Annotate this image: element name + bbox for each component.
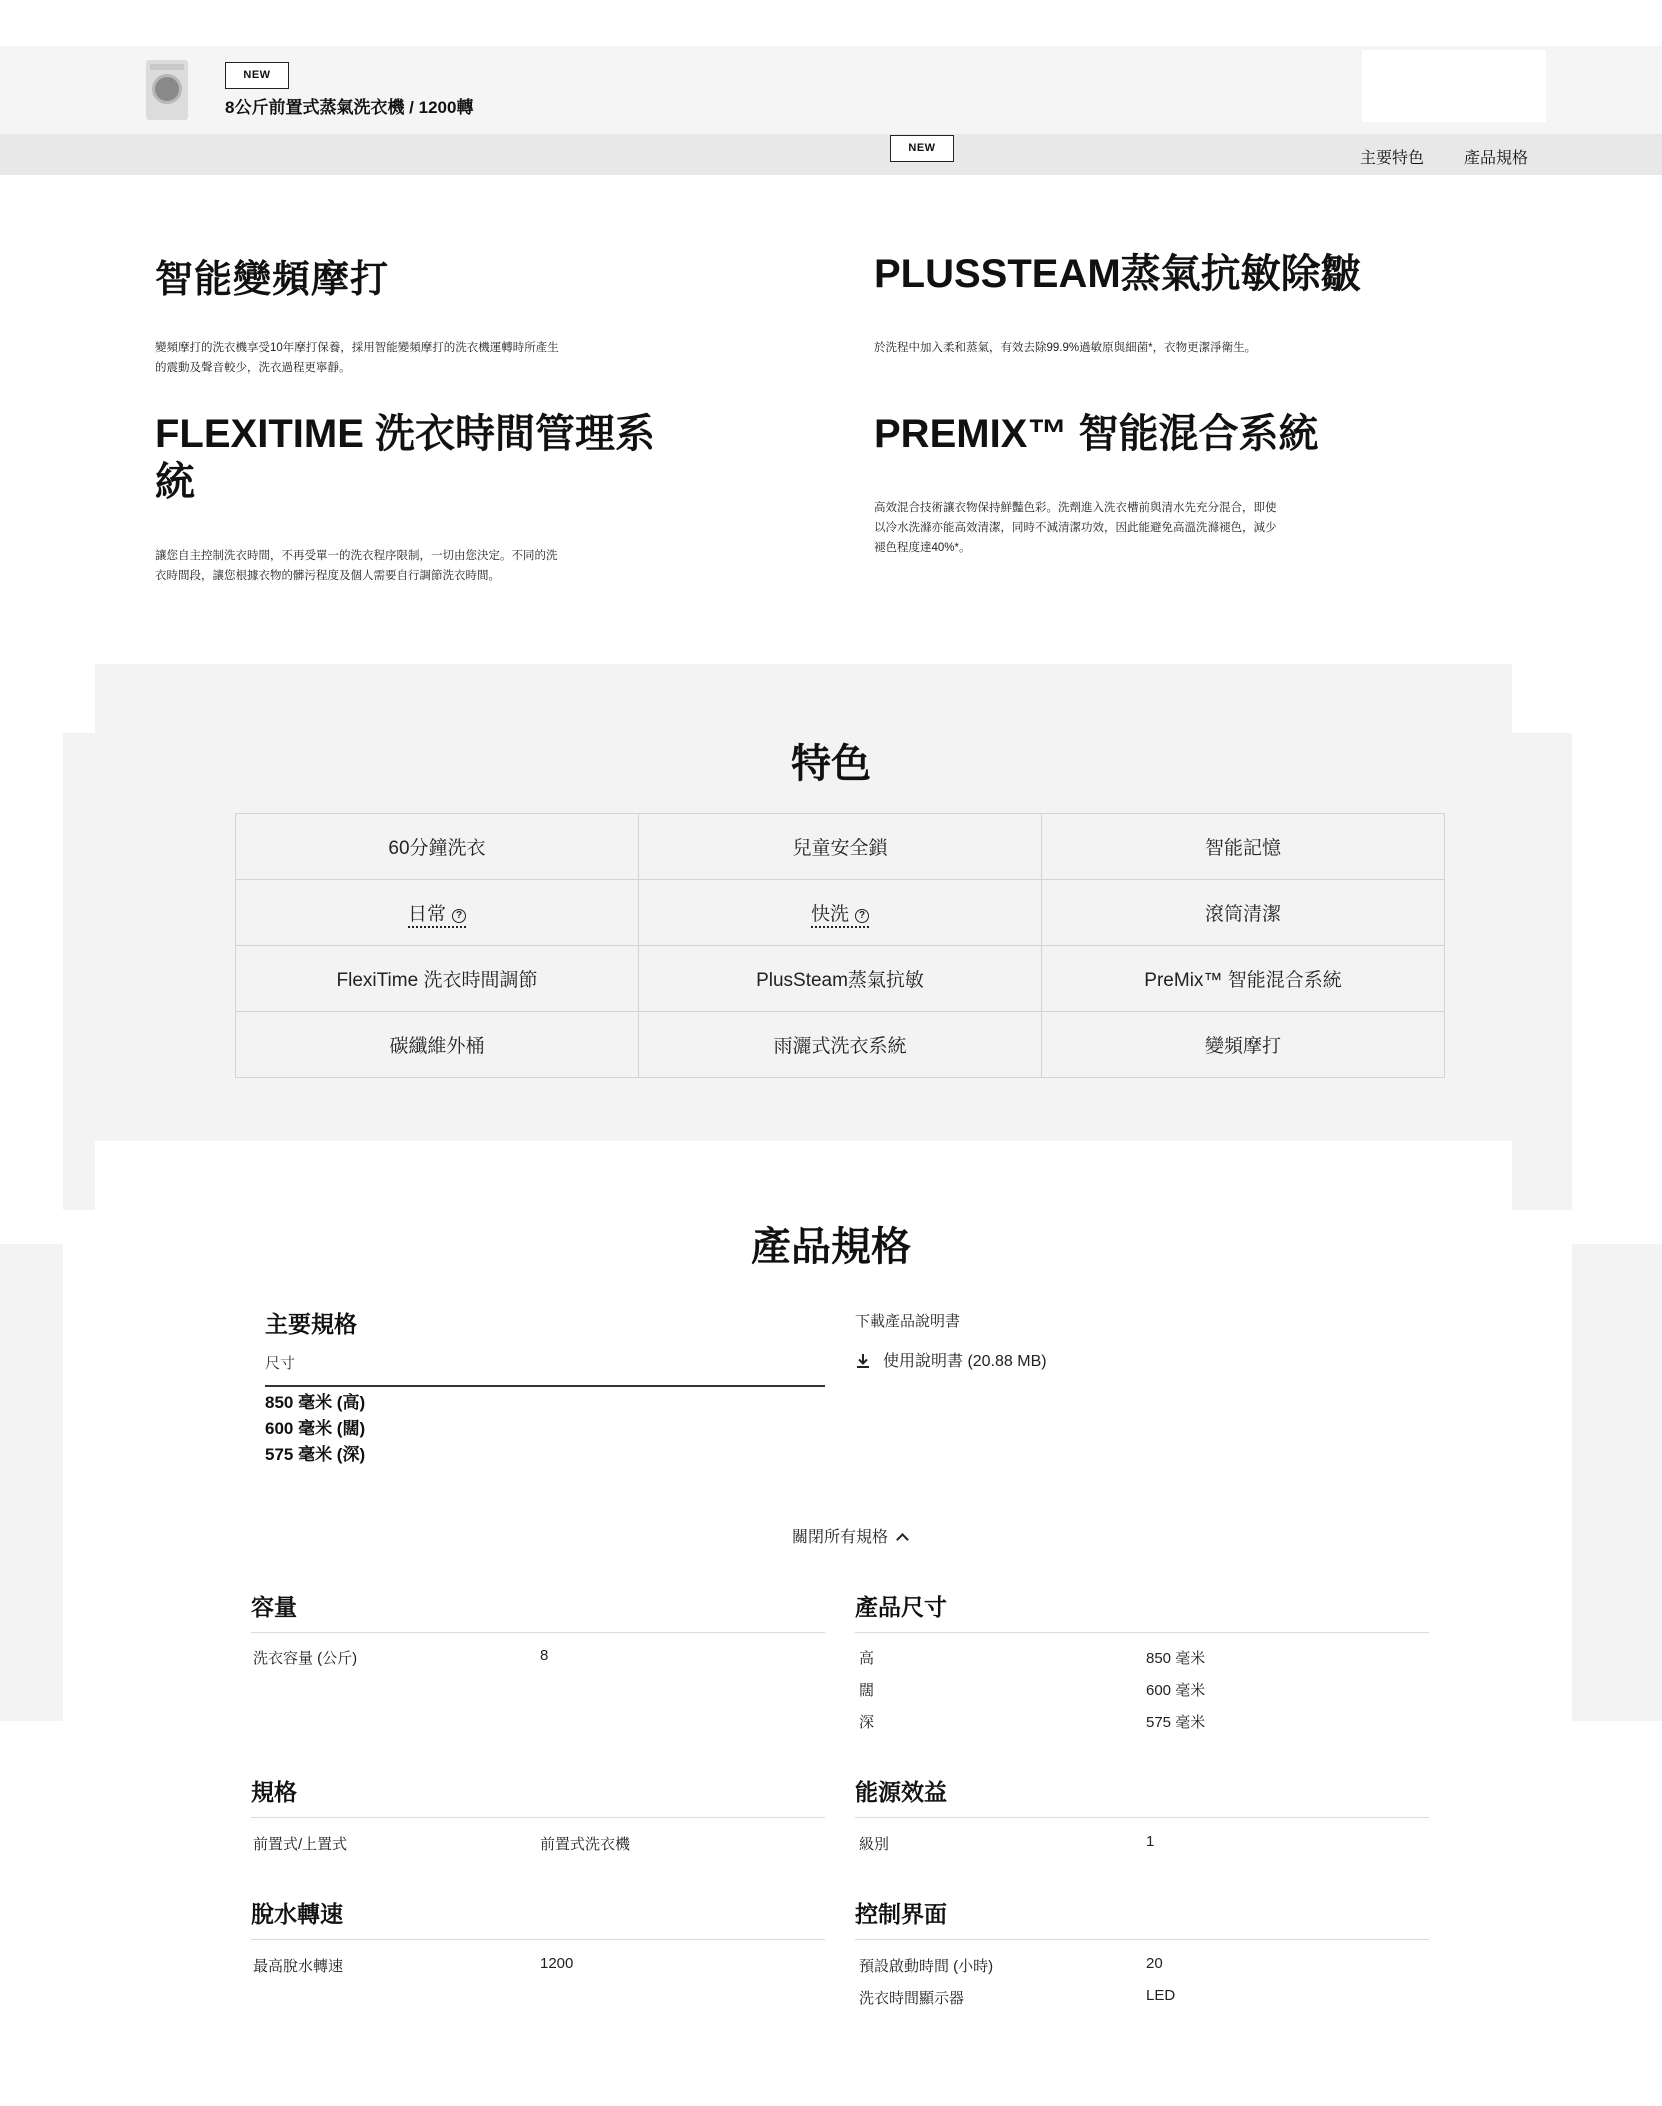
spec-row-value: 前置式洗衣機 [540,1836,631,1853]
features-row [236,814,1445,880]
spec-group-divider [855,1817,1429,1818]
nav-link-specs[interactable]: 產品規格 [1464,150,1529,167]
highlight-desc-inverter-motor: 變頻摩打的洗衣機享受10年摩打保養，採用智能變頻摩打的洗衣機運轉時所產生 的震動及聲音較少，洗衣過程更寧靜。 [155,342,559,374]
feature-cell: 雨灑式洗衣系統 [639,1012,1042,1078]
download-manual-title: 下載產品說明書 [855,1313,961,1330]
feature-tooltip-trigger[interactable]: 日常 ? [408,904,466,928]
spec-row-value: 8 [540,1647,549,1664]
feature-cell: 滾筒清潔 [1042,880,1445,946]
spec-row-value: 1 [1146,1833,1155,1850]
key-specs-title: 主要規格 [265,1311,357,1337]
highlight-desc-premix: 高效混合技術讓衣物保持鮮豔色彩。洗劑進入洗衣槽前與清水先充分混合，即使 以冷水洗滌亦能高效清潔，同時不減清潔功效，因此能避免高溫洗滌褪色，減少 褪色程度達40%*。 [874,502,1277,554]
features-table [235,813,1445,1078]
spec-row-value: 600 毫米 [1146,1682,1206,1699]
highlight-title-plussteam: PLUSSTEAM蒸氣抗敏除皺 [874,252,1361,296]
features-heading: 特色 [791,742,871,786]
highlight-desc-plussteam: 於洗程中加入柔和蒸氣，有效去除99.9%過敏原與細菌*，衣物更潔淨衛生。 [874,342,1257,354]
toggle-all-specs-button[interactable]: 關閉所有規格 [792,1524,907,1547]
help-icon[interactable]: ? [855,909,869,923]
spec-group-divider [251,1939,825,1940]
spec-group-divider [855,1939,1429,1940]
new-badge-nav: NEW [890,135,954,162]
feature-tooltip-trigger[interactable]: 快洗 ? [811,904,869,928]
key-spec-value: 600 毫米 (闊) [265,1419,366,1438]
spec-row-value: 1200 [540,1955,574,1972]
feature-cell: 兒童安全鎖 [639,814,1042,880]
header-action-area [1362,50,1546,122]
nav-link-features[interactable]: 主要特色 [1360,150,1425,167]
spec-group-title-control: 控制界面 [855,1901,947,1927]
key-spec-value: 575 毫米 (深) [265,1445,366,1464]
feature-cell: 變頻摩打 [1042,1012,1445,1078]
spec-group-title-energy: 能源效益 [855,1779,947,1805]
spec-row-label: 洗衣時間顯示器 [859,1990,965,2007]
chevron-up-icon [896,1533,909,1546]
feature-cell [639,880,1042,946]
key-specs-label: 尺寸 [265,1355,296,1372]
spec-group-title-spin: 脫水轉速 [251,1901,343,1927]
spec-row-label: 深 [859,1714,875,1731]
features-row [236,1012,1445,1078]
new-badge: NEW [225,62,289,89]
spec-row-value: 20 [1146,1955,1163,1972]
feature-cell: 碳纖維外桶 [236,1012,639,1078]
key-specs-divider [265,1385,825,1387]
spec-row-value: 575 毫米 [1146,1714,1206,1731]
spec-group-divider [251,1817,825,1818]
spec-row-label: 高 [859,1650,875,1667]
spec-row-label: 洗衣容量 (公斤) [253,1650,358,1667]
spec-row-value: 850 毫米 [1146,1650,1206,1667]
key-spec-value: 850 毫米 (高) [265,1393,366,1412]
spec-row-label: 級別 [859,1836,890,1853]
product-thumbnail [146,60,188,120]
features-row [236,880,1445,946]
specs-heading: 產品規格 [751,1225,911,1269]
spec-row-label: 最高脫水轉速 [253,1958,344,1975]
features-row [236,946,1445,1012]
spec-row-label: 預設啟動時間 (小時) [859,1958,994,1975]
highlight-desc-flexitime: 讓您自主控制洗衣時間，不再受單一的洗衣程序限制，一切由您決定。不同的洗 衣時間段，讓您根據衣物的髒污程度及個人需要自行調節洗衣時間。 [155,550,558,582]
spec-row-label: 闊 [859,1682,875,1699]
highlight-title-inverter-motor: 智能變頻摩打 [155,259,390,301]
feature-cell: 智能記憶 [1042,814,1445,880]
highlight-title-premix: PREMIX™ 智能混合系統 [874,412,1319,456]
help-icon[interactable]: ? [452,909,466,923]
manual-download-link[interactable]: 使用說明書 (20.88 MB) [855,1348,1047,1371]
product-title: 8公斤前置式蒸氣洗衣機 / 1200轉 [225,98,474,117]
spec-row-value: LED [1146,1987,1176,2004]
spec-group-divider [251,1632,825,1633]
feature-cell [236,880,639,946]
spec-group-divider [855,1632,1429,1633]
specs-side-band-left [0,1244,63,1721]
highlight-title-flexitime: FLEXITIME 洗衣時間管理系 統 [155,412,655,504]
spec-group-title-size: 產品尺寸 [855,1594,947,1620]
feature-cell: 60分鐘洗衣 [236,814,639,880]
specs-side-band-right [1572,1244,1662,1721]
spec-group-title-spec: 規格 [251,1779,297,1805]
spec-row-label: 前置式/上置式 [253,1836,348,1853]
spec-group-title-capacity: 容量 [251,1594,297,1620]
feature-cell: FlexiTime 洗衣時間調節 [236,946,639,1012]
download-icon [855,1353,871,1369]
feature-cell: PlusSteam蒸氣抗敏 [639,946,1042,1012]
feature-cell: PreMix™ 智能混合系統 [1042,946,1445,1012]
